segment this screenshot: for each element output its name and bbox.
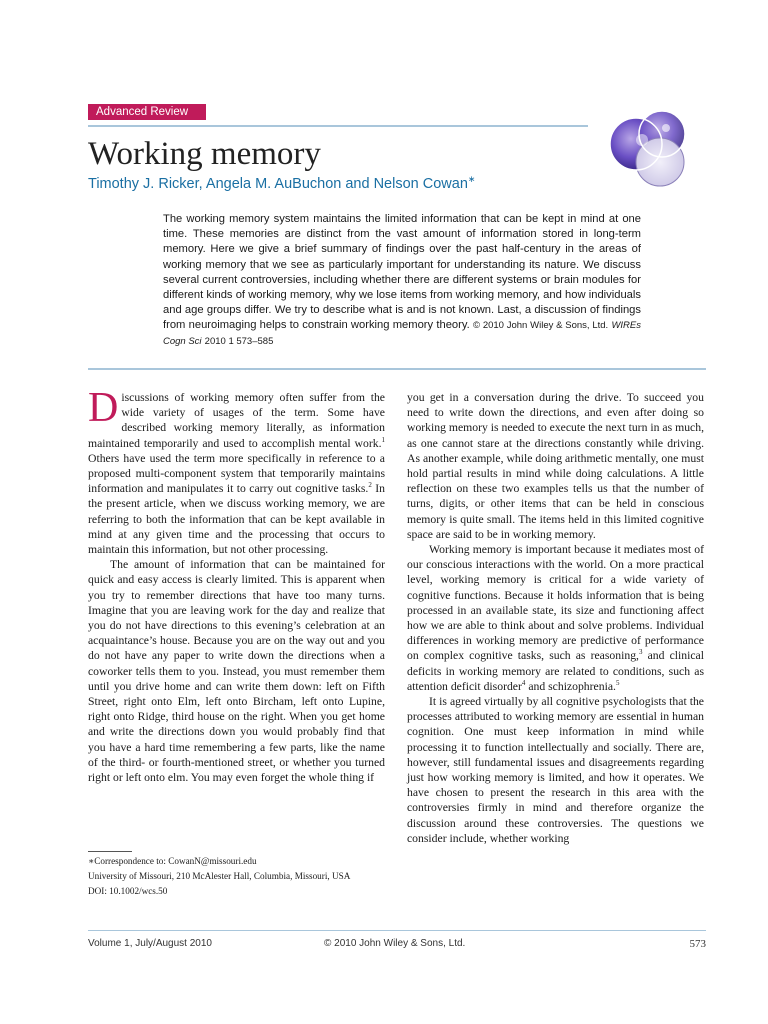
journal-citation: 2010 1 573–585 (204, 335, 274, 347)
paragraph-text: iscussions of working memory often suffer from the wide variety of usages of the term. Some have described working memory literally, as information maintained temporarily and used to accomplish mental work. (88, 391, 385, 450)
abstract (163, 212, 641, 349)
footer-volume: Volume 1, July/August 2010 (88, 938, 212, 949)
reference-mark: 3 (638, 648, 643, 657)
paragraph-text: In the present article, when we discuss working memory, we are referring to both the information that can be kept available in mind at any given time and the processing that occurs to maintain this information, but not other processing. (88, 482, 385, 557)
paragraph-text: Working memory is important because it mediates most of our conscious interactions with the world. On a more practical level, working memory is critical for a wide variety of cognitive functions. Because it holds information that is being processed in an available state, its size and functioning affect how we are able to think about and solve problems. Individual differences in working memory are predictive of performance on complex cognitive tasks, such as reasoning, (407, 543, 704, 663)
reference-mark: 5 (615, 678, 620, 687)
paragraph-text: Others have used the term more specifically in reference to a proposed multi-component system that temporarily maintains information and manipulates it to carry out cognitive tasks. (88, 451, 385, 496)
overlapping-circles-logo-icon (604, 104, 688, 190)
footer-divider (88, 930, 706, 931)
correspondence-note: ∗Correspondence to: CowanN@missouri.edu (88, 856, 257, 866)
paragraph (88, 385, 385, 557)
abstract-divider (88, 368, 706, 370)
journal-name: WIREs Cogn Sci (163, 320, 642, 347)
footnote-divider (88, 851, 132, 852)
affiliation-note: University of Missouri, 210 McAlester Hall, Columbia, Missouri, USA (88, 871, 351, 881)
paragraph-text: and clinical deficits in working memory are related to conditions, such as attention deficit disorder (407, 649, 704, 693)
author-names: Timothy J. Ricker, Angela M. AuBuchon and Nelson Cowan (88, 176, 468, 192)
footer-copyright: © 2010 John Wiley & Sons, Ltd. (324, 938, 466, 949)
article-title: Working memory (88, 136, 321, 172)
doi-note: DOI: 10.1002/wcs.50 (88, 886, 168, 896)
reference-mark: 2 (368, 481, 372, 490)
footnotes (88, 855, 385, 900)
correspondence-mark: ∗ (467, 174, 476, 185)
drop-cap: D (88, 385, 119, 431)
paragraph: It is agreed virtually by all cognitive psychologists that the processes attributed to working memory are essential in human cognition. One must keep information in mind while processing it to function intellectually and socially. There are, however, still fundamental issues and disagreements regarding just how working memory is limited, and how it operates. We have chosen to present the research in this area with the controversies firmly in mind and therefore organize the discussion around these controversies. The questions we consider include, whether working (407, 695, 704, 845)
reference-mark: 1 (381, 435, 385, 444)
body-column-left (88, 385, 385, 785)
page-number: 573 (689, 938, 706, 950)
header-divider (88, 125, 588, 127)
paragraph: The amount of information that can be maintained for quick and easy access is clearly limited. This is apparent when you try to remember directions that have too many turns. Imagine that you are leaving work for the day and realize that you do not have directions to this evening’s celebration at an acquaintance’s house. Because you are on the way out and you do not have any paper to write down the directions when a coworker tells them to you. Instead, you must remember them until you drive home and can write them down: left on Fifth Street, right onto Elm, left onto Bircham, left onto Lupine, right onto Ridge, third house on the right. When you get home and write the directions down you would probably find that you have a hard time remembering a few parts, like the name of the third- or fourth-mentioned street, or whether you turned right or left onto elm. You may even forget the whole thing if (88, 558, 385, 785)
paragraph-text: and schizophrenia. (525, 679, 616, 693)
abstract-copyright: © 2010 John Wiley & Sons, Ltd. (473, 320, 609, 332)
article-type-badge: Advanced Review (88, 104, 206, 120)
paragraph (407, 542, 704, 694)
author-list (88, 174, 475, 194)
abstract-text: The working memory system maintains the limited information that can be kept in mind at one time. These memories are distinct from the vast amount of information stored in long-term memory. Here we give a brief summary of findings over the past half-century in the areas of working memory that we see as particularly important for understanding its nature. We discuss several current controversies, including whether there are different systems or brain modules for different kinds of working memory, why we lose items from working memory, and how individuals and age groups differ. We try to describe what is and is not known. Last, a discussion of findings from neuroimaging helps to constrain working memory theory. (163, 213, 641, 332)
reference-mark: 4 (521, 678, 526, 687)
paragraph: you get in a conversation during the drive. To succeed you need to write down the directions, and even after doing so working memory is needed to execute the next turn in as much, as one cannot stare at the directions constantly while driving. As another example, while doing arithmetic mentally, one must hold partial results in mind while doing calculations. A little reflection on these two examples tells us that the number of turns, digits, or other items that can be held in conscious memory is quite small. The items held in this limited cognitive space are said to be in working memory. (407, 391, 704, 541)
body-column-right (407, 390, 704, 846)
